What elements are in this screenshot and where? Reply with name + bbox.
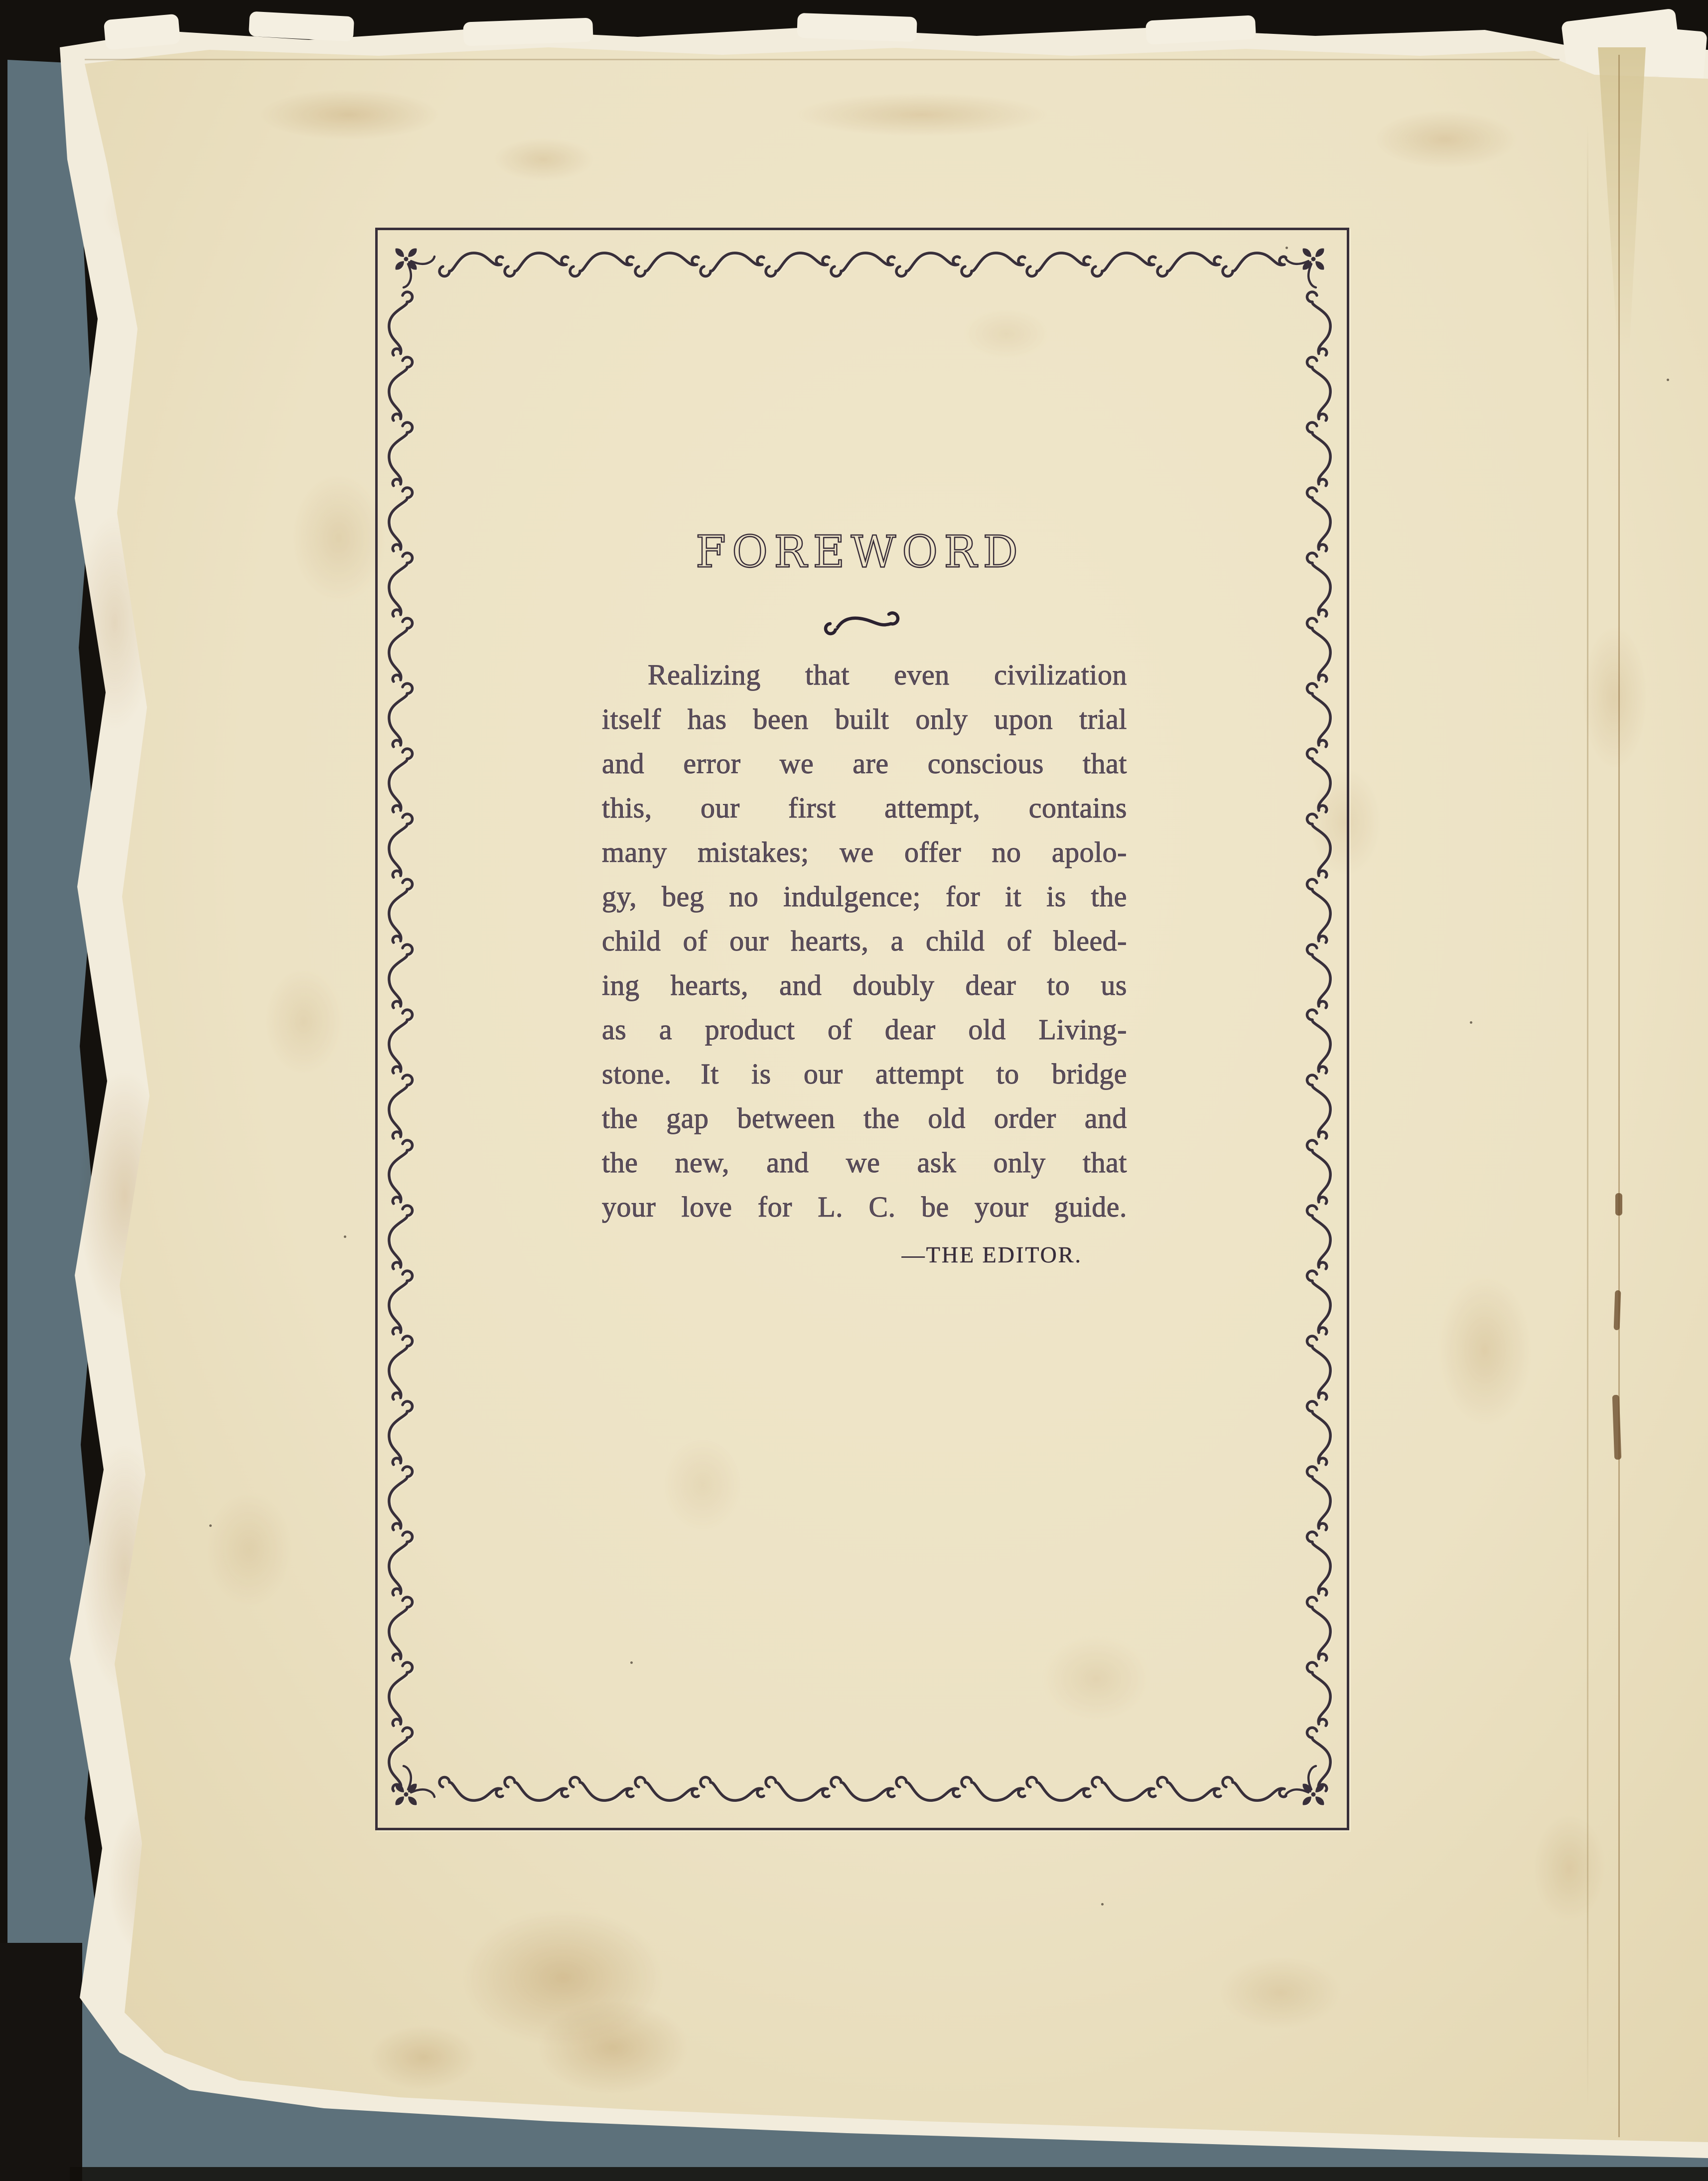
body-line: Realizing that even civilization — [648, 659, 1127, 691]
body-line: your love for L. C. be your guide. — [602, 1191, 1127, 1223]
foreword-text — [602, 653, 1127, 1229]
body-line: gy, beg no indulgence; for it is the — [602, 880, 1127, 913]
swash-flourish-icon — [375, 602, 1344, 640]
body-line: many mistakes; we offer no apolo- — [602, 836, 1127, 868]
body-line: ing hearts, and doubly dear to us — [602, 969, 1127, 1001]
page-title: FOREWORD — [695, 526, 1024, 577]
body-line: the new, and we ask only that — [602, 1146, 1127, 1179]
body-line: as a product of dear old Living- — [602, 1013, 1127, 1046]
body-line: the gap between the old order and — [602, 1102, 1127, 1134]
body-line: this, our first attempt, contains — [602, 792, 1127, 824]
body-line: stone. It is our attempt to bridge — [602, 1058, 1127, 1090]
body-line: itself has been built only upon trial — [602, 703, 1127, 735]
editor-signature: —THE EDITOR. — [901, 1242, 1082, 1267]
body-line: and error we are conscious that — [602, 747, 1127, 780]
body-line: child of our hearts, a child of bleed- — [602, 925, 1127, 957]
